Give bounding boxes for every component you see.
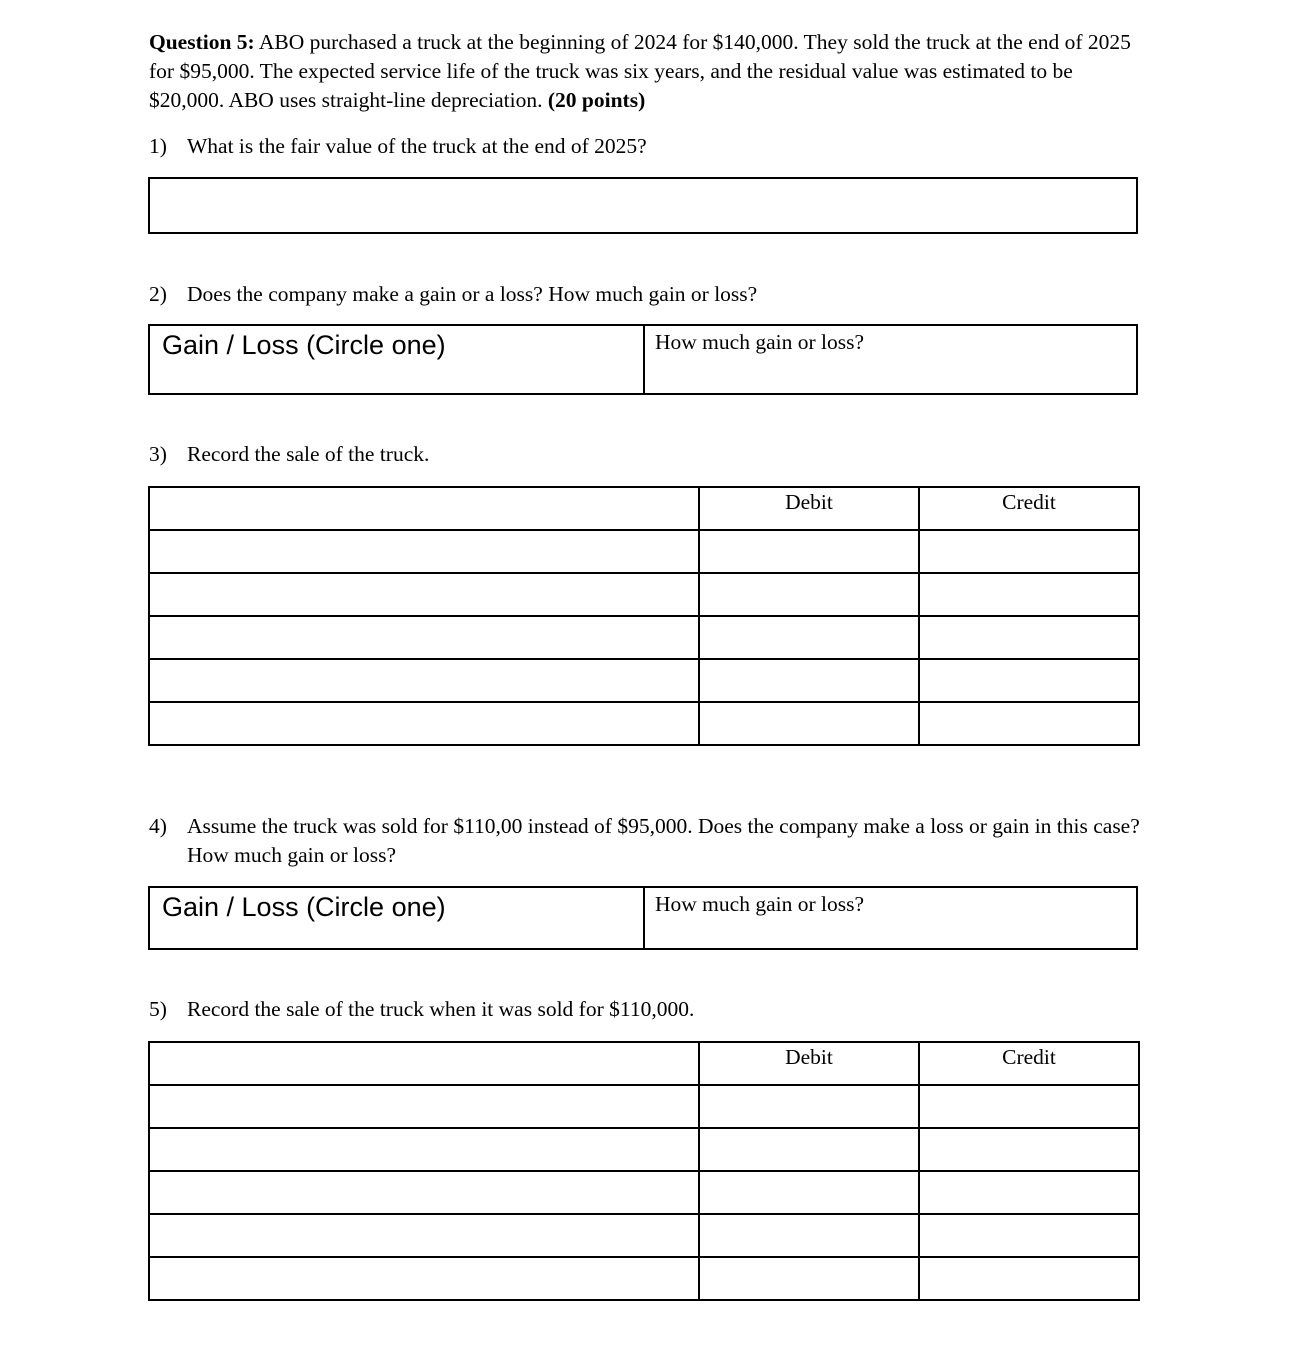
credit-cell[interactable]: [919, 1257, 1139, 1300]
question-text: ABO purchased a truck at the beginning of 2024 for $140,000. They sold the truck at the end of 2025 for $95,000. The expected service life of the truck was six years, and the residual value was estimated to be $20,000. ABO uses straight-line depreciation.: [149, 30, 1131, 112]
debit-cell[interactable]: [699, 1214, 919, 1257]
debit-cell[interactable]: [699, 530, 919, 573]
table-row: [149, 1085, 1139, 1128]
question-label: Question 5:: [149, 30, 255, 54]
credit-cell[interactable]: [919, 1128, 1139, 1171]
question-intro: [149, 28, 1149, 115]
gain-loss-table-2: [148, 886, 1138, 950]
account-cell[interactable]: [149, 616, 699, 659]
question-3-number: 3): [149, 442, 167, 466]
account-cell[interactable]: [149, 1128, 699, 1171]
question-4: [149, 812, 1149, 872]
gain-loss-circle-cell[interactable]: [150, 326, 645, 393]
debit-cell[interactable]: [699, 1128, 919, 1171]
table-row: [149, 573, 1139, 616]
credit-cell[interactable]: [919, 1171, 1139, 1214]
gain-loss-circle-label: Gain / Loss (Circle one): [162, 330, 446, 360]
question-1-number: 1): [149, 134, 167, 158]
table-row: [149, 616, 1139, 659]
question-2: [149, 280, 1149, 310]
debit-cell[interactable]: [699, 1171, 919, 1214]
debit-cell[interactable]: [699, 1257, 919, 1300]
journal-entry-table-2: [148, 1041, 1140, 1301]
account-cell[interactable]: [149, 1214, 699, 1257]
credit-cell[interactable]: [919, 530, 1139, 573]
credit-header: Credit: [919, 487, 1139, 530]
account-header-cell[interactable]: [149, 1042, 699, 1085]
credit-cell[interactable]: [919, 573, 1139, 616]
credit-cell[interactable]: [919, 702, 1139, 745]
question-3-text: Record the sale of the truck.: [187, 442, 430, 466]
gain-loss-amount-cell[interactable]: [645, 888, 1136, 948]
fair-value-answer-box[interactable]: [148, 177, 1138, 234]
account-cell[interactable]: [149, 1085, 699, 1128]
table-row: [149, 702, 1139, 745]
gain-loss-circle-label: Gain / Loss (Circle one): [162, 892, 446, 922]
gain-loss-amount-label: How much gain or loss?: [655, 892, 864, 916]
table-row: [149, 1214, 1139, 1257]
debit-header: Debit: [699, 487, 919, 530]
journal-entry-table-1: [148, 486, 1140, 746]
question-4-text: Assume the truck was sold for $110,00 instead of $95,000. Does the company make a loss or gain in this case? How much gain or loss?: [187, 814, 1140, 867]
debit-cell[interactable]: [699, 573, 919, 616]
debit-cell[interactable]: [699, 616, 919, 659]
journal-header-row: [149, 487, 1139, 530]
journal-header-row: [149, 1042, 1139, 1085]
gain-loss-amount-cell[interactable]: [645, 326, 1136, 393]
gain-loss-amount-label: How much gain or loss?: [655, 330, 864, 354]
account-cell[interactable]: [149, 1171, 699, 1214]
credit-header: Credit: [919, 1042, 1139, 1085]
table-row: [149, 659, 1139, 702]
credit-cell[interactable]: [919, 616, 1139, 659]
credit-cell[interactable]: [919, 1085, 1139, 1128]
account-cell[interactable]: [149, 659, 699, 702]
debit-cell[interactable]: [699, 702, 919, 745]
credit-cell[interactable]: [919, 659, 1139, 702]
question-5-number: 5): [149, 997, 167, 1021]
account-cell[interactable]: [149, 702, 699, 745]
table-row: [149, 1257, 1139, 1300]
debit-cell[interactable]: [699, 1085, 919, 1128]
question-1-text: What is the fair value of the truck at the end of 2025?: [187, 134, 647, 158]
account-cell[interactable]: [149, 573, 699, 616]
table-row: [149, 1171, 1139, 1214]
credit-cell[interactable]: [919, 1214, 1139, 1257]
account-cell[interactable]: [149, 1257, 699, 1300]
question-2-number: 2): [149, 282, 167, 306]
question-5: [149, 995, 1149, 1025]
question-1: [149, 132, 1149, 162]
question-4-number: 4): [149, 814, 167, 838]
account-cell[interactable]: [149, 530, 699, 573]
table-row: [149, 1128, 1139, 1171]
gain-loss-circle-cell[interactable]: [150, 888, 645, 948]
debit-header: Debit: [699, 1042, 919, 1085]
question-2-text: Does the company make a gain or a loss? How much gain or loss?: [187, 282, 758, 306]
table-row: [149, 530, 1139, 573]
question-5-text: Record the sale of the truck when it was sold for $110,000.: [187, 997, 695, 1021]
question-points: (20 points): [547, 88, 646, 112]
gain-loss-table-1: [148, 324, 1138, 395]
debit-cell[interactable]: [699, 659, 919, 702]
account-header-cell[interactable]: [149, 487, 699, 530]
question-3: [149, 440, 1149, 470]
